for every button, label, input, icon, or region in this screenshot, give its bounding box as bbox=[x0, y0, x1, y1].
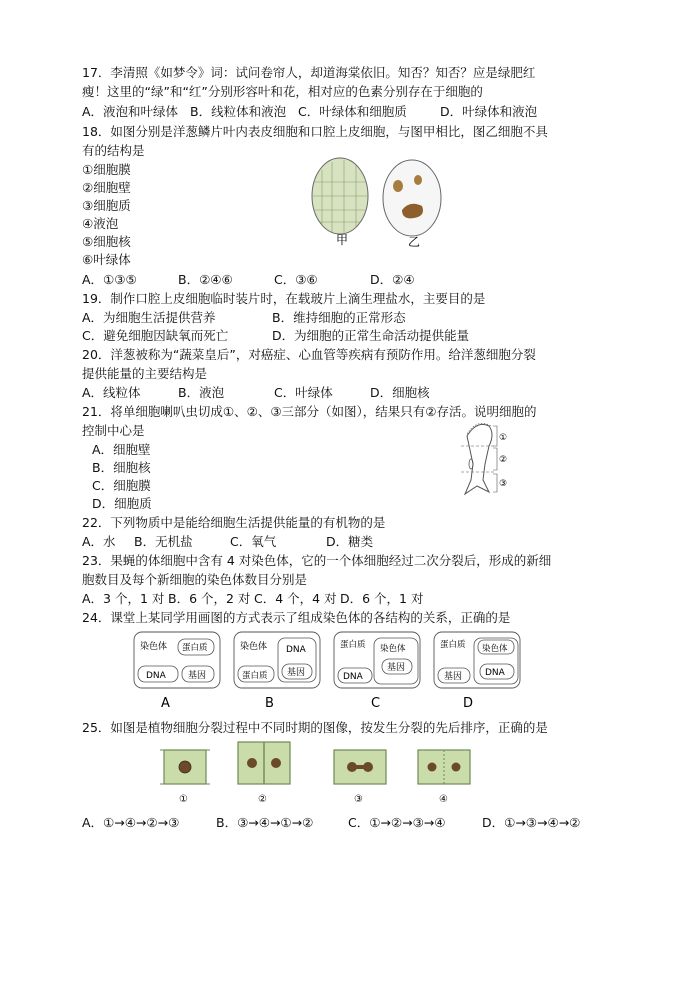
trumpet-worm-outline bbox=[465, 424, 492, 494]
q17-option-d[interactable]: D．叶绿体和液泡 bbox=[440, 104, 538, 119]
q21-option-c[interactable]: C．细胞膜 bbox=[92, 478, 151, 493]
q25-options bbox=[82, 815, 580, 831]
q25-cell-3 bbox=[334, 750, 386, 805]
q24-d-text-2: 染色体 bbox=[482, 644, 508, 654]
q24-b-text-4: 基因 bbox=[287, 668, 306, 678]
q25-cell-3-bridge bbox=[354, 765, 366, 769]
q24-c-text-2: 染色体 bbox=[380, 644, 406, 654]
q25-cell-4-nucleus-b bbox=[452, 763, 461, 772]
q24-stem: 24．课堂上某同学用画图的方式表示了组成染色体的各结构的关系，正确的是 bbox=[82, 610, 511, 625]
q25-label-1: ① bbox=[179, 794, 188, 805]
cheek-cell-blob-1 bbox=[393, 180, 403, 192]
q24-a-letter: A bbox=[161, 696, 170, 711]
q19-options-row1 bbox=[82, 310, 406, 326]
q21-stem-1: 21．将单细胞喇叭虫切成①、②、③三部分（如图），结果只有②存活。说明细胞的 bbox=[82, 404, 537, 419]
q19-option-d[interactable]: D．为细胞的正常生命活动提供能量 bbox=[272, 328, 470, 343]
q25-cell-1-nucleus bbox=[179, 761, 191, 773]
q24-figure bbox=[134, 632, 534, 712]
q23-stem-1: 23．果蝇的体细胞中含有 4 对染色体，它的一个体细胞经过二次分裂后，形成的新细 bbox=[82, 553, 552, 568]
q22-option-b[interactable]: B．无机盐 bbox=[134, 534, 193, 549]
q25-option-b[interactable]: B．③→④→①→② bbox=[216, 815, 314, 830]
q25-figure bbox=[160, 744, 490, 808]
q25-label-2: ② bbox=[258, 794, 267, 805]
q25-stem: 25．如图是植物细胞分裂过程中不同时期的图像，按发生分裂的先后排序，正确的是 bbox=[82, 720, 548, 735]
q24-box-c[interactable] bbox=[334, 632, 420, 711]
q21-option-a[interactable]: A．细胞壁 bbox=[92, 442, 151, 457]
q24-a-text-1: 染色体 bbox=[140, 642, 168, 652]
section-label-3: ③ bbox=[499, 479, 508, 489]
q24-d-text-4: DNA bbox=[485, 668, 505, 678]
q25-label-3: ③ bbox=[354, 794, 363, 805]
q24-b-text-2: DNA bbox=[286, 645, 306, 655]
fig-label-yi: 乙 bbox=[408, 235, 421, 249]
q24-box-b[interactable] bbox=[234, 632, 320, 711]
q18-option-a[interactable]: A．①③⑤ bbox=[82, 272, 137, 287]
q25-cell-2-nucleus-a bbox=[247, 758, 257, 768]
q20-options bbox=[82, 385, 430, 401]
q24-d-text-1: 蛋白质 bbox=[440, 640, 466, 650]
q17-option-a[interactable]: A．液泡和叶绿体 bbox=[82, 104, 179, 119]
q25-option-c[interactable]: C．①→②→③→④ bbox=[348, 815, 446, 830]
q22-option-c[interactable]: C．氧气 bbox=[230, 534, 277, 549]
q18-option-d[interactable]: D．②④ bbox=[370, 272, 415, 287]
q17-option-c[interactable]: C．叶绿体和细胞质 bbox=[298, 104, 407, 119]
q24-a-text-4: 基因 bbox=[188, 671, 207, 681]
q18-options bbox=[82, 272, 415, 288]
q19-option-b[interactable]: B．维持细胞的正常形态 bbox=[272, 310, 406, 325]
q18-item-5: ⑤细胞核 bbox=[82, 234, 131, 249]
q24-d-text-3: 基因 bbox=[444, 672, 463, 682]
q24-d-letter: D bbox=[463, 696, 474, 711]
q20-option-c[interactable]: C．叶绿体 bbox=[274, 385, 333, 400]
q23-options bbox=[82, 591, 423, 607]
q24-b-letter: B bbox=[265, 696, 274, 711]
q20-stem-2: 提供能量的主要结构是 bbox=[82, 366, 208, 381]
q25-option-a[interactable]: A．①→④→②→③ bbox=[82, 815, 180, 830]
section-label-2: ② bbox=[499, 455, 508, 465]
q18-item-1: ①细胞膜 bbox=[82, 162, 131, 177]
q25-cell-1 bbox=[160, 750, 210, 805]
q23-option-a[interactable]: A．3 个，1 对 bbox=[82, 591, 165, 606]
q17-option-b[interactable]: B．线粒体和液泡 bbox=[190, 104, 287, 119]
q24-a-text-3: DNA bbox=[146, 671, 166, 681]
q25-cell-4-nucleus-a bbox=[428, 763, 437, 772]
q25-option-d[interactable]: D．①→③→④→② bbox=[482, 815, 581, 830]
q24-c-text-3: DNA bbox=[343, 672, 363, 682]
q24-b-text-3: 蛋白质 bbox=[242, 671, 268, 681]
q24-box-a[interactable] bbox=[134, 632, 220, 711]
q18-item-4: ④液泡 bbox=[82, 216, 119, 231]
q23-option-d[interactable]: D．6 个，1 对 bbox=[340, 591, 424, 606]
q25-cell-2-nucleus-b bbox=[271, 758, 281, 768]
q19-option-c[interactable]: C．避免细胞因缺氧而死亡 bbox=[82, 328, 229, 343]
q18-item-3: ③细胞质 bbox=[82, 198, 131, 213]
q24-c-letter: C bbox=[371, 696, 381, 711]
q19-stem: 19．制作口腔上皮细胞临时装片时，在载玻片上滴生理盐水，主要目的是 bbox=[82, 291, 486, 306]
q24-c-text-1: 蛋白质 bbox=[340, 640, 366, 650]
q20-option-b[interactable]: B．液泡 bbox=[178, 385, 225, 400]
q23-option-b[interactable]: B．6 个，2 对 bbox=[168, 591, 251, 606]
q18-figure bbox=[300, 156, 450, 252]
q24-c-text-4: 基因 bbox=[387, 663, 406, 673]
q23-option-c[interactable]: C．4 个，4 对 bbox=[254, 591, 337, 606]
q25-cell-4 bbox=[418, 750, 470, 805]
q25-cell-2 bbox=[238, 742, 290, 805]
q20-option-d[interactable]: D．细胞核 bbox=[370, 385, 430, 400]
q18-option-b[interactable]: B．②④⑥ bbox=[178, 272, 233, 287]
q23-stem-2: 胞数目及每个新细胞的染色体数目分别是 bbox=[82, 572, 308, 587]
section-brackets bbox=[493, 426, 497, 492]
q18-option-c[interactable]: C．③⑥ bbox=[274, 272, 318, 287]
q19-option-a[interactable]: A．为细胞生活提供营养 bbox=[82, 310, 216, 325]
q18-item-2: ②细胞壁 bbox=[82, 180, 131, 195]
q21-trumpet-worm-figure bbox=[455, 420, 525, 498]
q17-options bbox=[82, 104, 537, 120]
worm-nucleus bbox=[469, 459, 473, 469]
cheek-cell-ellipse bbox=[383, 160, 441, 236]
section-label-1: ① bbox=[499, 433, 508, 443]
q17-stem-1: 17．李清照《如梦令》词：试问卷帘人，却道海棠依旧。知否？知否？应是绿肥红 bbox=[82, 65, 536, 80]
fig-label-jia: 甲 bbox=[336, 233, 349, 247]
q20-stem-1: 20．洋葱被称为“蔬菜皇后”，对癌症、心血管等疾病有预防作用。给洋葱细胞分裂 bbox=[82, 347, 536, 362]
q19-options-row2 bbox=[82, 328, 469, 344]
q18-stem-2: 有的结构是 bbox=[82, 143, 145, 158]
q20-option-a[interactable]: A．线粒体 bbox=[82, 385, 141, 400]
q21-stem-2: 控制中心是 bbox=[82, 423, 145, 438]
q25-label-4: ④ bbox=[439, 794, 448, 805]
q17-stem-2: 瘦！这里的“绿”和“红”分别形容叶和花，相对应的色素分别存在于细胞的 bbox=[82, 84, 483, 99]
q22-option-a[interactable]: A．水 bbox=[82, 534, 116, 549]
q21-option-d[interactable]: D．细胞质 bbox=[92, 496, 152, 511]
q22-stem: 22．下列物质中是能给细胞生活提供能量的有机物的是 bbox=[82, 515, 386, 530]
q24-a-text-2: 蛋白质 bbox=[182, 643, 208, 653]
q22-options bbox=[82, 534, 373, 550]
q24-b-text-1: 染色体 bbox=[240, 642, 268, 652]
q18-item-6: ⑥叶绿体 bbox=[82, 252, 131, 267]
cheek-cell-blob-2 bbox=[414, 175, 422, 185]
q18-stem-1: 18．如图分别是洋葱鳞片叶内表皮细胞和口腔上皮细胞，与图甲相比，图乙细胞不具 bbox=[82, 124, 548, 139]
q21-option-b[interactable]: B．细胞核 bbox=[92, 460, 151, 475]
q22-option-d[interactable]: D．糖类 bbox=[326, 534, 374, 549]
q24-box-d[interactable] bbox=[434, 632, 520, 711]
